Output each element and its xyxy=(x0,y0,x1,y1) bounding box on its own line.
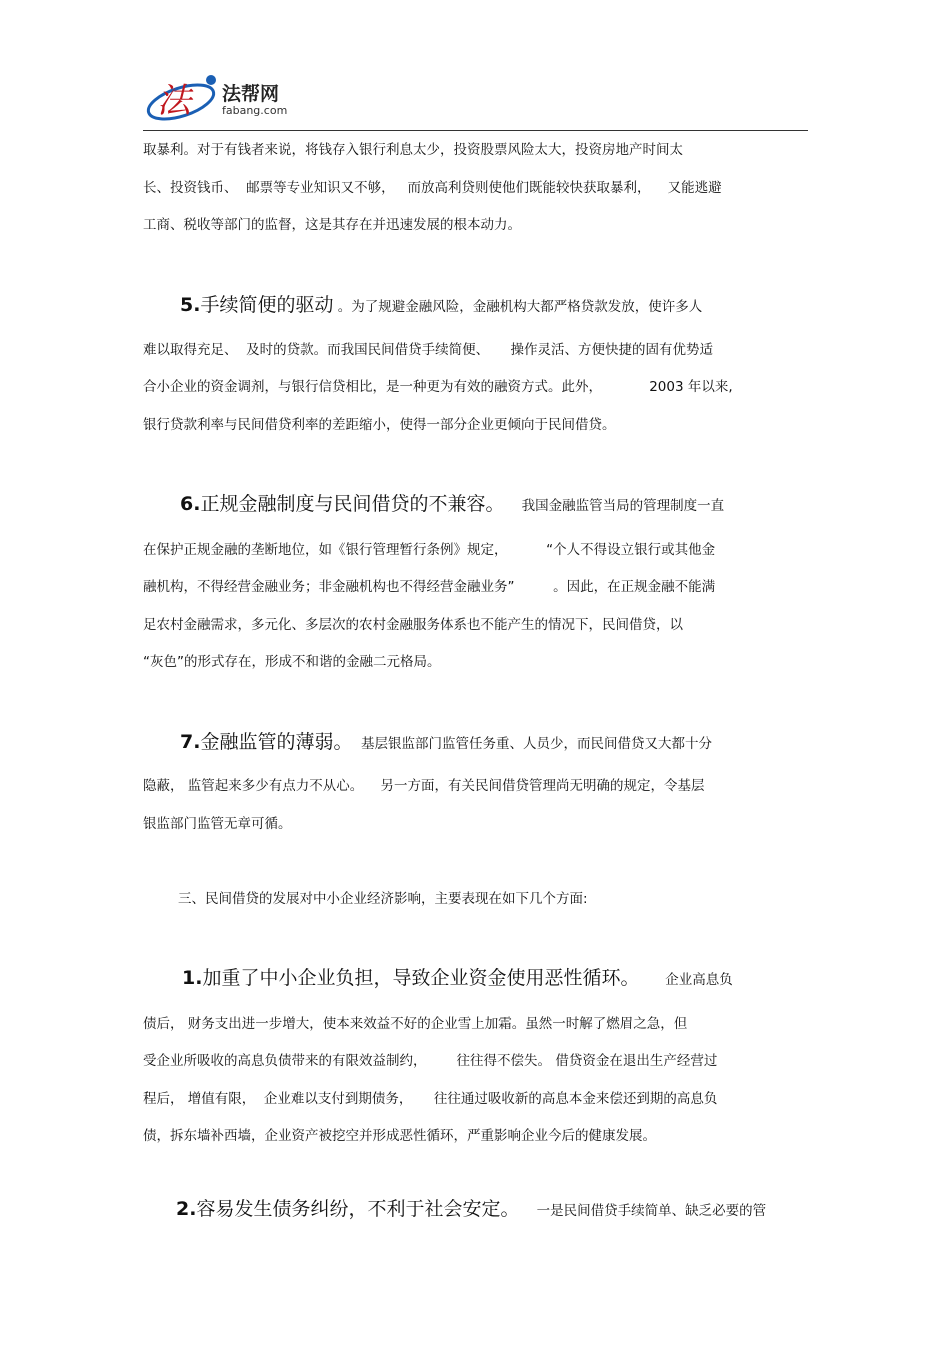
body-line: 三、民间借贷的发展对中小企业经济影响，主要表现在如下几个方面: xyxy=(178,891,588,907)
heading-title: 手续简便的驱动 xyxy=(200,294,334,316)
body-line: 长、投资钱币、 邮票等专业知识又不够， 而放高利贷则使他们既能较快获取暴利， 又能逃避 xyxy=(143,180,722,196)
heading-title: 容易发生债务纠纷，不利于社会安定。 xyxy=(196,1198,520,1220)
body-line: 合小企业的资金调剂，与银行信贷相比，是一种更为有效的融资方式。此外， 2003 年以来, xyxy=(143,379,733,395)
body-line: 工商、税收等部门的监督，这是其存在并迅速发展的根本动力。 xyxy=(143,217,521,233)
body-line: 银监部门监管无章可循。 xyxy=(143,816,292,832)
fabang-logo-icon xyxy=(143,68,223,128)
body-line: 程后， 增值有限， 企业难以支付到期债务， 往往通过吸收新的高息本金来偿还到期的高息负 xyxy=(143,1091,718,1107)
heading-tail-text: 基层银监部门监管任务重、人员少，而民间借贷又大都十分 xyxy=(352,736,713,752)
header-divider xyxy=(143,130,808,131)
body-line: 难以取得充足、 及时的贷款。而我国民间借贷手续简便、 操作灵活、方便快捷的固有优势适 xyxy=(143,342,714,358)
heading-tail-text: 企业高息负 xyxy=(639,972,733,988)
heading-tail-text: 我国金融监管当局的管理制度一直 xyxy=(504,498,725,514)
heading-number: 5. xyxy=(180,294,201,316)
body-line: “灰色”的形式存在，形成不和谐的金融二元格局。 xyxy=(143,654,441,670)
section-heading xyxy=(180,733,712,753)
heading-title: 加重了中小企业负担，导致企业资金使用恶性循环。 xyxy=(202,967,640,989)
logo-mark: 法 xyxy=(157,81,191,121)
body-line: 银行贷款利率与民间借贷利率的差距缩小，使得一部分企业更倾向于民间借贷。 xyxy=(143,417,616,433)
body-line: 债后， 财务支出进一步增大，使本来效益不好的企业雪上加霜。虽然一时解了燃眉之急，但 xyxy=(143,1016,688,1032)
logo-domain: fabang.com xyxy=(222,104,288,117)
heading-tail-text: 。为了规避金融风险，金融机构大都严格贷款发放，使许多人 xyxy=(333,299,703,315)
body-line: 债，拆东墙补西墙，企业资产被挖空并形成恶性循环，严重影响企业今后的健康发展。 xyxy=(143,1128,656,1144)
body-line: 在保护正规金融的垄断地位，如《银行管理暂行条例》规定， “个人不得设立银行或其他金 xyxy=(143,542,716,558)
heading-number: 7. xyxy=(180,731,201,753)
heading-number: 2. xyxy=(176,1198,197,1220)
section-heading xyxy=(180,495,724,515)
body-line: 取暴利。对于有钱者来说，将钱存入银行利息太少，投资股票风险太大，投资房地产时间太 xyxy=(143,142,683,158)
section-heading xyxy=(180,296,702,316)
body-line: 受企业所吸收的高息负债带来的有限效益制约， 往往得不偿失。 借贷资金在退出生产经营过 xyxy=(143,1053,718,1069)
heading-number: 6. xyxy=(180,493,201,515)
heading-title: 正规金融制度与民间借贷的不兼容。 xyxy=(200,493,505,515)
heading-tail-text: 一是民间借贷手续简单、缺乏必要的管 xyxy=(519,1203,767,1219)
body-line: 足农村金融需求，多元化、多层次的农村金融服务体系也不能产生的情况下，民间借贷，以 xyxy=(143,617,683,633)
section-heading xyxy=(182,969,733,989)
heading-title: 金融监管的薄弱。 xyxy=(200,731,353,753)
logo-name: 法帮网 xyxy=(222,83,280,105)
section-heading xyxy=(176,1200,766,1220)
heading-number: 1. xyxy=(182,967,203,989)
body-line: 融机构，不得经营金融业务；非金融机构也不得经营金融业务” 。因此，在正规金融不能满 xyxy=(143,579,716,595)
body-line: 隐蔽， 监管起来多少有点力不从心。 另一方面，有关民间借贷管理尚无明确的规定，令基层 xyxy=(143,778,705,794)
